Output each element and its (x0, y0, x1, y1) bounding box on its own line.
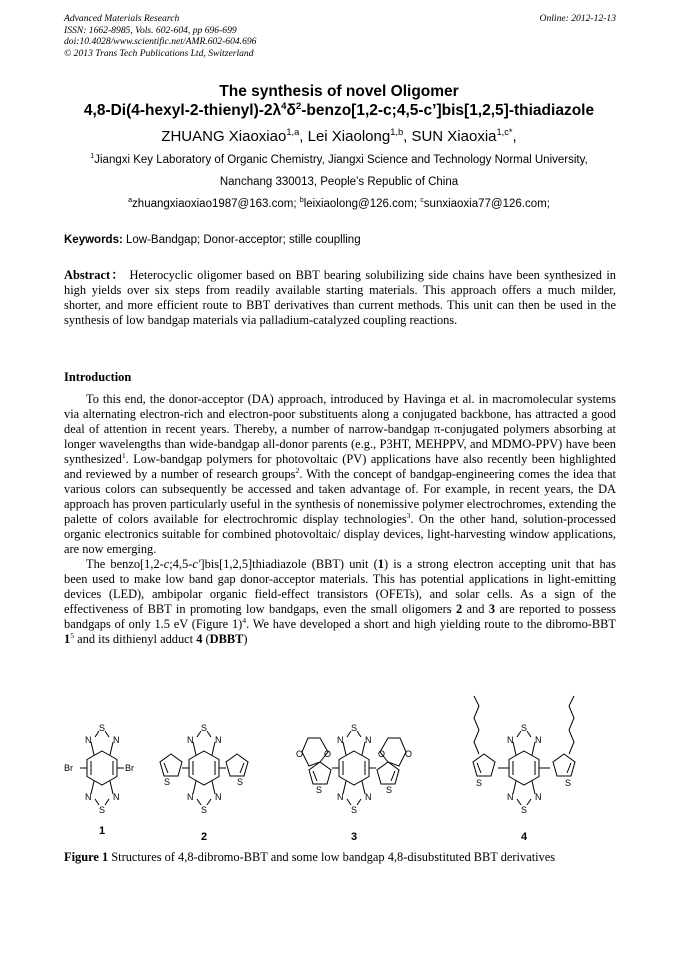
title-part-b: δ (286, 102, 296, 119)
molecule-2 (160, 723, 248, 815)
author-name: Lei Xiaolong (307, 128, 391, 145)
molecule-4 (473, 696, 575, 815)
atom-label: Br (125, 763, 134, 773)
text: ( (202, 632, 210, 646)
keywords-text: Low-Bandgap; Donor-acceptor; stille couplling (122, 234, 361, 246)
author-affil-mark: 1,b (390, 127, 404, 137)
atom-label: N (535, 792, 542, 802)
intro-paragraph-2 (64, 557, 616, 647)
atom-label: N (215, 735, 222, 745)
keywords-label: Keywords: (64, 234, 123, 246)
journal-issn: ISSN: 1662-8985, Vols. 602-604, pp 696-699 (64, 24, 237, 36)
abstract (64, 268, 616, 328)
affiliation-text: Jiangxi Key Laboratory of Organic Chemistry, Jiangxi Science and Technology Normal University, (94, 154, 588, 166)
atom-label: S (521, 723, 528, 733)
text: . Low-bandgap polymers for photovoltaic (PV) applications have also recently been highlighted and reviewed by a number of research groups (64, 452, 616, 481)
atom-label: N (215, 792, 222, 802)
atom-label: N (113, 792, 120, 802)
affiliation-line-2: Nanchang 330013, People’s Republic of China (219, 176, 459, 188)
text: are reported to possess bandgaps of only 1.5 eV (Figure 1) (64, 602, 616, 631)
text: . On the other hand, solution-processed organic electronics suitable for combined photovoltaic/ display devices, light-harvesting window applications, are now emerging. (64, 512, 616, 556)
text: The benzo[1,2- (86, 557, 164, 571)
caption-text: Structures of 4,8-dibromo-BBT and some low bandgap 4,8-disubstituted BBT derivatives (108, 850, 556, 864)
citation: 2 (295, 465, 300, 475)
figure-label-3: 3 (351, 831, 358, 843)
citation: 5 (70, 630, 75, 640)
author-separator: , (403, 128, 412, 145)
email-mark-a: a (128, 196, 133, 205)
title-sup-2: 2 (295, 100, 302, 112)
atom-label: N (85, 735, 92, 745)
atom-label: S (386, 785, 393, 795)
author-name: ZHUANG Xiaoxiao (161, 128, 287, 145)
introduction-body (64, 392, 616, 647)
atom-label: N (535, 735, 542, 745)
atom-label: O (405, 749, 413, 759)
text: To this end, the donor-acceptor (DA) approach, introduced by Havinga et al. in macromolecular systems via alternating electron-rich and electron-poor substituents along a conjugated backbone, has attracted a good deal of attention in recent years. Thereby, a number of narrow-bandgap π-conjugated polymers absorbing at longer wavelengths than wide-bandgap all-donor parents (e.g., P3HT, MEHPPV, and MDMO-PPV) have been synthesized (64, 392, 616, 466)
molecule-3 (296, 723, 412, 815)
figure-label-2: 2 (201, 831, 208, 843)
atom-label: N (337, 735, 344, 745)
atom-label: N (337, 792, 344, 802)
abstract-label: Abstract： (64, 268, 126, 282)
compound-number: 1 (377, 557, 384, 571)
atom-label: S (201, 805, 208, 815)
figure-1 (64, 694, 616, 849)
atom-label: N (507, 792, 514, 802)
affiliation-mark: 1 (90, 152, 95, 161)
compound-number: 4 (196, 632, 203, 646)
journal-header (64, 13, 616, 59)
atom-label: N (85, 792, 92, 802)
atom-label: N (187, 735, 194, 745)
atom-label: S (237, 777, 244, 787)
abstract-text: Heterocyclic oligomer based on BBT bearing solubilizing side chains have been synthesized in high yields over six steps from readily available starting materials. This approach offers a much milder, shorter, and more efficient route to BBT derivatives than current methods. This unit can then be used in the synthesis of low bandgap materials via palladium-catalyzed coupling reactions. (64, 268, 616, 327)
author-affil-mark: 1,c* (496, 127, 513, 137)
compound-number: 2 (455, 602, 463, 616)
atom-label: S (351, 723, 358, 733)
compound-number: DBBT (209, 632, 244, 646)
atom-label: S (521, 805, 528, 815)
text: c′ (192, 557, 201, 571)
atom-label: O (296, 749, 304, 759)
intro-paragraph-1 (64, 392, 616, 557)
section-heading-introduction: Introduction (64, 370, 132, 384)
author-affil-mark: 1,a (286, 127, 300, 137)
citation: 3 (406, 510, 411, 520)
caption-label: Figure 1 (64, 850, 109, 864)
atom-label: S (99, 723, 106, 733)
title-part-a: 4,8-Di(4-hexyl-2-thienyl)-2λ (83, 102, 282, 119)
compound-number: 1 (64, 632, 71, 646)
text: ) is a strong electron accepting unit that has been used to make low band gap donor-acceptor materials. This has potential applications in light-emitting devices (LED), ambipolar organic field-effect transistors (OFETs), and solar cells. As a sign of the effectiveness of BBT in promoting low bandgaps, even the small oligomers (64, 557, 616, 616)
compound-number: 3 (488, 602, 496, 616)
paper-title-line-2 (40, 101, 638, 120)
text: . With the concept of bandgap-engineering comes the idea that various colors can subsequently be accessed and taken advantage of. For example, in recent years, the DA approach has proven particularly useful in the synthesis of nonemissive polymer electrochromes, extending the palette of colors available for electrochromic display technologies (64, 467, 616, 526)
text: . We have developed a short and high yielding route to the dibromo-BBT (246, 617, 616, 631)
atom-label: O (324, 749, 332, 759)
affiliation-line-1 (40, 151, 638, 169)
atom-label: S (164, 777, 171, 787)
atom-label: S (565, 778, 572, 788)
author-separator: , (512, 128, 517, 145)
text: ;4,5- (169, 557, 193, 571)
atom-label: S (476, 778, 483, 788)
atom-label: S (99, 805, 106, 815)
figure-1-structures (64, 694, 616, 849)
atom-label: Br (64, 763, 73, 773)
author-name: SUN Xiaoxia (411, 128, 497, 145)
atom-label: N (365, 792, 372, 802)
citation: 4 (242, 615, 247, 625)
text: and (462, 602, 489, 616)
title-sup-1: 4 (281, 100, 287, 112)
atom-label: N (187, 792, 194, 802)
figure-label-1: 1 (99, 825, 106, 837)
molecule-1 (64, 723, 134, 815)
figure-1-caption (64, 850, 616, 865)
text: ]bis[1,2,5]thiadiazole (BBT) unit ( (200, 557, 378, 571)
atom-label: O (378, 749, 386, 759)
online-date: Online: 2012-12-13 (539, 13, 616, 24)
journal-doi: doi:10.4028/www.scientific.net/AMR.602-604.696 (64, 36, 257, 47)
author-list (40, 128, 638, 145)
email-line (40, 195, 638, 213)
title-part-c: -benzo[1,2-c;4,5-c’]bis[1,2,5]-thiadiazole (301, 102, 595, 119)
atom-label: N (113, 735, 120, 745)
text: ) (243, 632, 248, 646)
atom-label: S (351, 805, 358, 815)
journal-name: Advanced Materials Research (64, 13, 180, 24)
atom-label: S (201, 723, 208, 733)
email-c: sunxiaoxia77@126.com; (423, 198, 550, 210)
keywords (64, 234, 361, 246)
email-a: zhuangxiaoxiao1987@163.com; (132, 198, 300, 210)
text: and its dithienyl adduct (74, 632, 197, 646)
paper-title-line-1: The synthesis of novel Oligomer (219, 83, 459, 100)
text: c (163, 557, 170, 571)
email-b: leixiaolong@126.com; (303, 198, 421, 210)
atom-label: N (365, 735, 372, 745)
author-separator: , (299, 128, 308, 145)
atom-label: N (507, 735, 514, 745)
email-mark-c: c (420, 196, 424, 205)
email-mark-b: b (299, 196, 304, 205)
atom-label: S (316, 785, 323, 795)
journal-copyright: © 2013 Trans Tech Publications Ltd, Switzerland (64, 47, 254, 59)
citation: 1 (121, 450, 126, 460)
figure-label-4: 4 (521, 831, 528, 843)
